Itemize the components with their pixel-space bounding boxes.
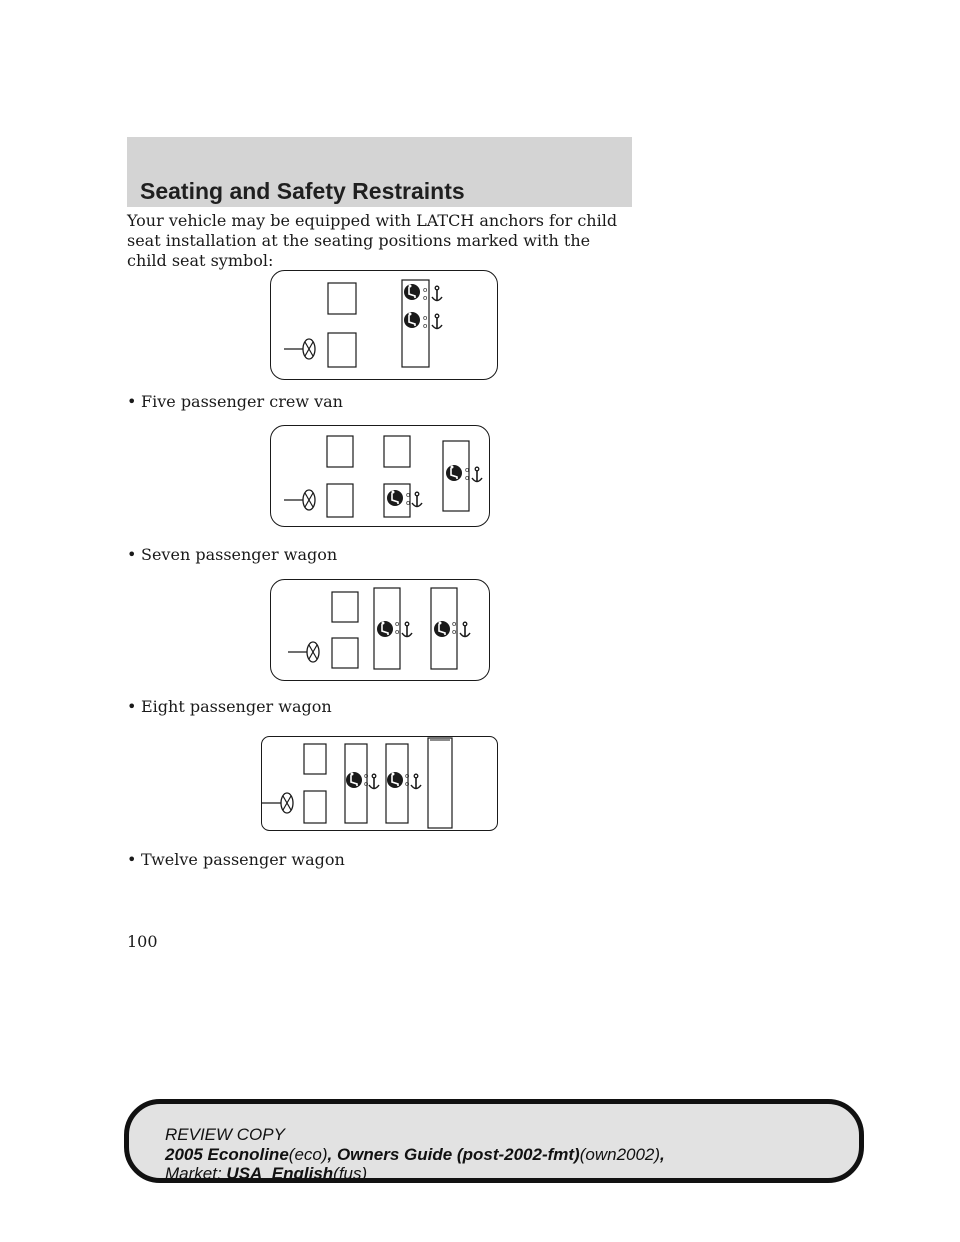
latch-marks: o	[406, 491, 411, 499]
guide-code: (own2002)	[579, 1145, 661, 1164]
rear-bench-seat	[428, 738, 452, 828]
front-seat-right	[304, 744, 326, 774]
review-copy-label: REVIEW COPY	[165, 1125, 285, 1144]
latch-marks: o	[423, 286, 428, 294]
child-seat-icon	[446, 465, 462, 481]
child-seat-icon	[404, 312, 420, 328]
market-label: Market:	[165, 1164, 222, 1183]
bullet: •	[127, 545, 137, 564]
front-seat-left	[304, 791, 326, 823]
child-seat-icon	[404, 284, 420, 300]
front-seat-left	[327, 484, 353, 517]
diagram-caption	[127, 697, 332, 717]
seating-diagram-twelve-passenger	[261, 736, 498, 831]
caption-text: Twelve passenger wagon	[141, 850, 345, 869]
bullet: •	[127, 697, 137, 716]
market-line	[165, 1164, 367, 1184]
seating-diagram-seven-passenger	[270, 425, 490, 527]
caption-text: Five passenger crew van	[141, 392, 343, 411]
latch-marks: o	[405, 780, 410, 788]
market-name: USA_English	[226, 1164, 334, 1183]
latch-marks: o	[423, 322, 428, 330]
market-code: (fus)	[333, 1164, 368, 1183]
bullet: •	[127, 392, 137, 411]
caption-text: Seven passenger wagon	[141, 545, 338, 564]
latch-marks: o	[423, 314, 428, 322]
child-seat-icon	[346, 772, 362, 788]
latch-marks: o	[452, 620, 457, 628]
latch-marks: o	[364, 772, 369, 780]
front-seat-right	[332, 592, 358, 622]
diagram-caption	[127, 850, 345, 870]
child-seat-icon	[434, 621, 450, 637]
front-seat-left	[332, 638, 358, 668]
child-seat-icon	[387, 490, 403, 506]
latch-marks: o	[405, 772, 410, 780]
latch-marks: o	[452, 628, 457, 636]
front-seat-left	[328, 333, 356, 367]
child-seat-icon	[377, 621, 393, 637]
vehicle-code: (eco)	[288, 1145, 328, 1164]
latch-marks: o	[395, 628, 400, 636]
front-seat-right	[327, 436, 353, 467]
intro-paragraph: Your vehicle may be equipped with LATCH anchors for child seat installation at the seating positions marked with the child seat symbol:	[127, 211, 618, 270]
latch-marks: o	[395, 620, 400, 628]
front-seat-right	[328, 283, 356, 314]
vehicle-outline	[271, 271, 498, 380]
bullet: •	[127, 850, 137, 869]
diagram-caption	[127, 545, 337, 565]
latch-marks: o	[406, 499, 411, 507]
latch-marks: o	[364, 780, 369, 788]
page-number: 100	[127, 932, 158, 951]
seating-diagram-five-passenger	[270, 270, 498, 380]
seating-diagram-eight-passenger	[270, 579, 490, 681]
caption-text: Eight passenger wagon	[141, 697, 332, 716]
child-seat-icon	[387, 772, 403, 788]
latch-marks: o	[423, 294, 428, 302]
vehicle-outline	[262, 737, 498, 831]
guide-name: , Owners Guide (post-2002-fmt)	[327, 1145, 580, 1164]
row-2-seat-right	[384, 436, 410, 467]
latch-marks: o	[465, 474, 470, 482]
latch-marks: o	[465, 466, 470, 474]
diagram-caption	[127, 392, 343, 412]
document-identifier: 2005 Econoline(eco), Owners Guide (post-2002-fmt)(own2002),	[165, 1145, 665, 1164]
section-title: Seating and Safety Restraints	[140, 178, 465, 204]
vehicle-name: 2005 Econoline	[165, 1145, 289, 1164]
